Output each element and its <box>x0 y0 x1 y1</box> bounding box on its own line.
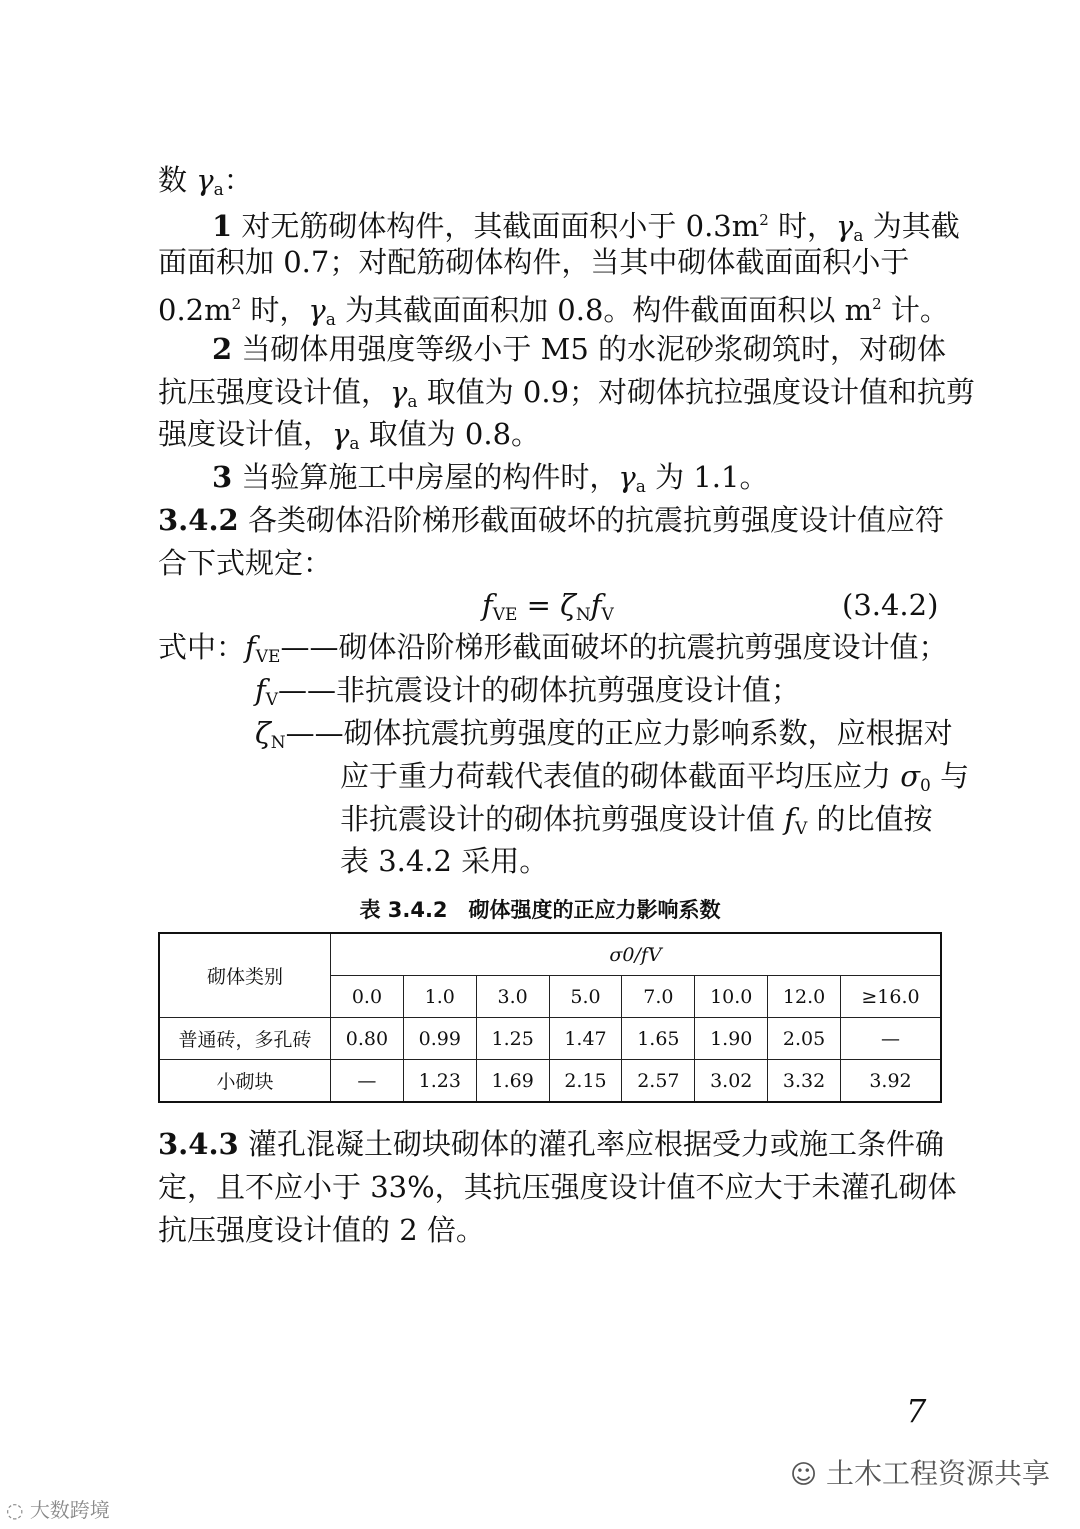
table-cell: 1.69 <box>476 1060 549 1103</box>
definition-1: 式中：$f_{VE}——$砌体沿阶梯形截面破坏的抗震抗剪强度设计值； <box>158 630 948 667</box>
definition-3-line-2: 应于重力荷载代表值的砌体截面平均压应力 $\sigma_0$ 与 <box>340 759 970 796</box>
item-1-line-2: 面面积加 0.7；对配筋砌体构件，当其中砌体截面面积小于 <box>158 245 910 279</box>
watermark-left: ◌ 大数跨境 <box>6 1498 110 1522</box>
table-col-header: 10.0 <box>695 976 768 1018</box>
section-3-4-3-line-1: 3.4.3 灌孔混凝土砌块砌体的灌孔率应根据受力或施工条件确 <box>158 1127 944 1161</box>
table-cell: — <box>841 1018 941 1060</box>
item-2-line-1: 2 当砌体用强度等级小于 M5 的水泥砂浆砌筑时，对砌体 <box>212 332 946 366</box>
table-cell: 1.65 <box>622 1018 695 1060</box>
row-label: 小砌块 <box>159 1060 331 1103</box>
brand-logo-icon: ◌ <box>6 1498 24 1522</box>
table-cell: 1.47 <box>549 1018 622 1060</box>
section-3-4-3-line-2: 定，且不应小于 33%，其抗压强度设计值不应大于未灌孔砌体 <box>158 1170 957 1204</box>
item-1-line-1: 1 对无筋砌体构件，其截面面积小于 $0.3m^2$ 时，$\gamma_a$ 为其截 <box>212 209 960 246</box>
coefficient-table <box>158 932 942 1103</box>
table-cell: 2.15 <box>549 1060 622 1103</box>
table-cell: 0.99 <box>403 1018 476 1060</box>
section-3-4-2-line-2: 合下式规定： <box>158 546 333 580</box>
table-col-header: ≥16.0 <box>841 976 941 1018</box>
table-header-category: 砌体类别 <box>159 933 331 1018</box>
table-cell: 1.23 <box>403 1060 476 1103</box>
table-header-ratio: σ0/fV <box>331 933 942 976</box>
formula-number: (3.4.2) <box>842 588 939 622</box>
table-cell: 1.25 <box>476 1018 549 1060</box>
table-col-header: 0.0 <box>331 976 404 1018</box>
table-cell: 3.92 <box>841 1060 941 1103</box>
table-caption: 表 3.4.2 砌体强度的正应力影响系数 <box>359 898 721 922</box>
table-row <box>159 1060 941 1103</box>
definition-3-line-3: 非抗震设计的砌体抗剪强度设计值 $f_V$ 的比值按 <box>340 802 933 839</box>
table-col-header: 3.0 <box>476 976 549 1018</box>
table-cell: 2.57 <box>622 1060 695 1103</box>
definition-3-line-1: $\zeta_N——$砌体抗震抗剪强度的正应力影响系数，应根据对 <box>255 716 953 753</box>
formula: $f_{VE} = \zeta_Nf_V$ <box>482 588 614 625</box>
table-row <box>159 1018 941 1060</box>
definition-2: $f_V——$非抗震设计的砌体抗剪强度设计值； <box>255 673 801 710</box>
table-cell: 0.80 <box>331 1018 404 1060</box>
item-3-line-1: 3 当验算施工中房屋的构件时，$\gamma_a$ 为 1.1。 <box>212 460 769 497</box>
wechat-icon: ☺ <box>790 1460 818 1490</box>
table-col-header: 1.0 <box>403 976 476 1018</box>
definition-3-line-4: 表 3.4.2 采用。 <box>340 844 549 878</box>
section-3-4-3-line-3: 抗压强度设计值的 2 倍。 <box>158 1213 485 1247</box>
row-label: 普通砖，多孔砖 <box>159 1018 331 1060</box>
table-col-header: 5.0 <box>549 976 622 1018</box>
watermark-right: ☺ 土木工程资源共享 <box>790 1457 1051 1490</box>
table-cell: — <box>331 1060 404 1103</box>
table-cell: 3.32 <box>768 1060 841 1103</box>
table-cell: 2.05 <box>768 1018 841 1060</box>
intro-line: 数 $\gamma_a$： <box>158 163 253 200</box>
table-cell: 3.02 <box>695 1060 768 1103</box>
section-3-4-2-line-1: 3.4.2 各类砌体沿阶梯形截面破坏的抗震抗剪强度设计值应符 <box>158 503 944 537</box>
page-number: 7 <box>906 1392 927 1430</box>
table-col-header: 7.0 <box>622 976 695 1018</box>
item-1-line-3: $0.2m^2$ 时，$\gamma_a$ 为其截面面积加 0.8。构件截面面积以 $m^2$ 计。 <box>158 293 949 330</box>
table-cell: 1.90 <box>695 1018 768 1060</box>
table-col-header: 12.0 <box>768 976 841 1018</box>
item-2-line-3: 强度设计值，$\gamma_a$ 取值为 0.8。 <box>158 417 541 454</box>
item-2-line-2: 抗压强度设计值，$\gamma_a$ 取值为 0.9；对砌体抗拉强度设计值和抗剪 <box>158 375 976 412</box>
